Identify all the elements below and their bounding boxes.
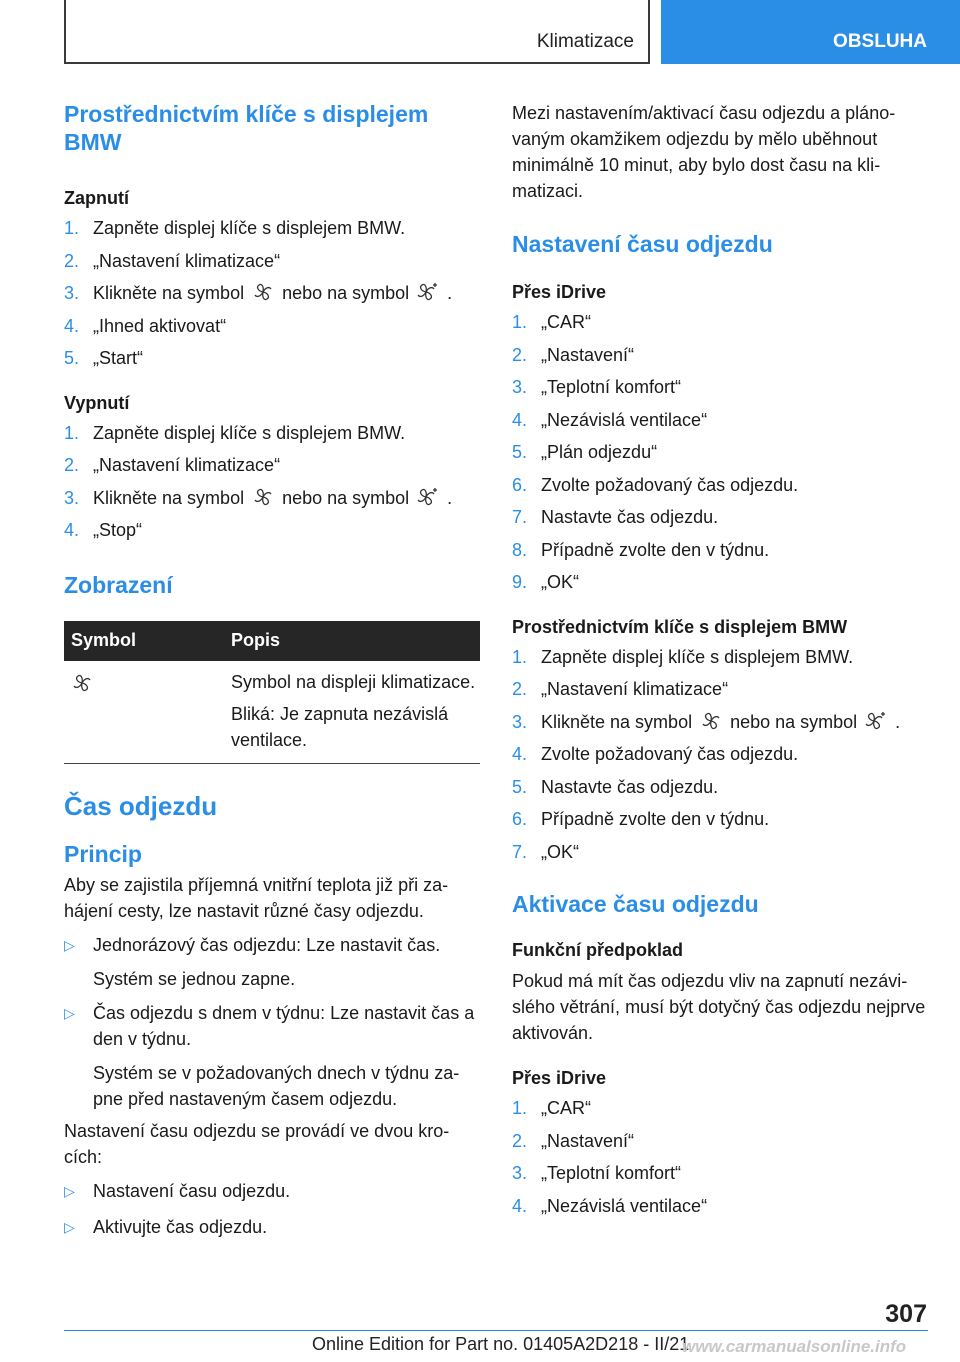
idrive-steps xyxy=(512,306,928,599)
prereq-subheading: Funkční předpoklad xyxy=(512,940,684,960)
list-item: 3. Klikněte na symbol nebo na symbol . xyxy=(64,482,481,515)
list-item: 5. „Plán odjezdu“ xyxy=(512,442,658,462)
list-item: 4. „Stop“ xyxy=(64,520,143,540)
section-tab-label: OBSLUHA xyxy=(833,31,927,52)
activate-heading: Aktivace času odjezdu xyxy=(512,891,759,917)
key-display-subheading: Prostřednictvím klíče s displejem BMW xyxy=(512,616,848,637)
table-cell-symbol xyxy=(64,661,224,764)
list-item: 4. Zvolte požadovaný čas odjezdu. xyxy=(512,744,799,764)
fan-timer-icon xyxy=(865,709,887,729)
footer-divider xyxy=(64,1330,928,1331)
header-box xyxy=(64,0,650,64)
list-item: 4. „Nezávislá ventilace“ xyxy=(512,409,708,430)
table-header-symbol: Symbol xyxy=(64,621,224,661)
list-item: 5. Nastavte čas odjezdu. xyxy=(512,776,719,797)
table-cell-desc xyxy=(224,661,480,764)
list-item: 4. „Ihned aktivovat“ xyxy=(64,315,227,336)
departure-heading: Čas odjezdu xyxy=(64,790,218,821)
intro-text: Mezi nastavením/aktivací času odjezdu a plánovaným okamžikem odjezdu by mělo uběhnout minimálně 10 minut, aby bylo dost času na klimatizaci. xyxy=(512,103,896,201)
idrive-subheading: Přes iDrive xyxy=(512,282,607,302)
idrive2-steps xyxy=(512,1092,928,1222)
section-tab[interactable] xyxy=(661,0,960,64)
list-item: ▷ Nastavení času odjezdu. xyxy=(64,1178,481,1204)
list-item: 3. Klikněte na symbol nebo na symbol . xyxy=(512,706,928,739)
list-item: 3. Klikněte na symbol nebo na symbol . xyxy=(64,277,481,310)
fan-icon xyxy=(700,709,722,729)
list-item: ▷ Aktivujte čas odjezdu. xyxy=(64,1214,481,1240)
setting-steps-list xyxy=(64,1178,481,1240)
list-item: 3. „Teplotní komfort“ xyxy=(512,1163,682,1183)
symbol-table xyxy=(64,621,480,764)
principle-heading: Princip xyxy=(64,840,142,867)
table-row xyxy=(64,661,480,764)
list-item: 2. „Nastavení klimatizace“ xyxy=(64,250,281,271)
list-item: 7. Nastavte čas odjezdu. xyxy=(512,507,719,527)
list-item: 1. Zapněte displej klíče s displejem BMW. xyxy=(64,218,406,238)
list-item: 3. „Teplotní komfort“ xyxy=(512,377,682,397)
display-heading: Zobrazení xyxy=(64,571,173,598)
list-item: 2. „Nastavení“ xyxy=(512,1130,635,1151)
fan-timer-icon xyxy=(417,485,439,505)
list-item: 6. Zvolte požadovaný čas odjezdu. xyxy=(512,474,799,495)
list-item: 1. „CAR“ xyxy=(512,312,591,332)
list-item: 7. „OK“ xyxy=(512,841,579,862)
fan-icon xyxy=(252,485,274,505)
triangle-bullet-icon: ▷ xyxy=(64,1218,75,1235)
list-item: 6. Případně zvolte den v týdnu. xyxy=(512,809,770,829)
list-item: 4. „Nezávislá ventilace“ xyxy=(512,1195,708,1216)
idrive2-subheading: Přes iDrive xyxy=(512,1068,607,1088)
list-item: 9. „OK“ xyxy=(512,572,579,592)
list-item: 2. „Nastavení“ xyxy=(512,344,635,365)
off-steps xyxy=(64,417,481,547)
list-item: 1. Zapněte displej klíče s displejem BMW. xyxy=(64,422,406,443)
key-steps xyxy=(512,641,928,869)
fan-icon xyxy=(71,673,93,693)
prereq-text: Pokud má mít čas odjezdu vliv na zapnutí nezávislého větrání, musí být dotyčný čas odjezdu nejprve aktivován. xyxy=(512,971,926,1043)
edition-text: Online Edition for Part no. 01405A2D218 - II/21 xyxy=(312,1334,690,1354)
list-item: 1. „CAR“ xyxy=(512,1098,591,1118)
on-subheading: Zapnutí xyxy=(64,188,129,208)
departure-types-list xyxy=(64,932,481,1112)
list-item: ▷ Čas odjezdu s dnem v týdnu: Lze nastavit čas a den v týdnu. Systém se v požadovaných dnech v týdnu zapne před nastaveným časem odjezdu. xyxy=(64,1000,481,1112)
off-subheading: Vypnutí xyxy=(64,392,130,413)
triangle-bullet-icon: ▷ xyxy=(64,1182,75,1199)
setting-text: Nastavení času odjezdu se provádí ve dvou krocích: xyxy=(64,1120,450,1167)
list-item: 1. Zapněte displej klíče s displejem BMW. xyxy=(512,646,854,667)
list-item: 8. Případně zvolte den v týdnu. xyxy=(512,539,770,560)
list-item: ▷ Jednorázový čas odjezdu: Lze nastavit čas. Systém se jednou zapne. xyxy=(64,932,481,992)
set-departure-heading: Nastavení času odjezdu xyxy=(512,231,773,257)
triangle-bullet-icon: ▷ xyxy=(64,936,75,953)
fan-icon xyxy=(252,280,274,300)
left-column xyxy=(64,100,481,1240)
list-item: 2. „Nastavení klimatizace“ xyxy=(512,679,729,699)
list-item: 2. „Nastavení klimatizace“ xyxy=(64,455,281,475)
desc-line-1: Symbol na displeji klimatizace. xyxy=(231,671,476,692)
on-steps xyxy=(64,212,481,375)
watermark-text: www.carmanualsonline.info xyxy=(682,1337,907,1356)
triangle-bullet-icon: ▷ xyxy=(64,1004,75,1021)
table-header-row xyxy=(64,621,480,661)
desc-line-2: Bliká: Je zapnuta nezávislá ventilace. xyxy=(231,703,449,750)
right-column xyxy=(512,100,928,1222)
chapter-title: Klimatizace xyxy=(536,31,634,52)
table-header-desc: Popis xyxy=(224,621,480,661)
fan-timer-icon xyxy=(417,280,439,300)
key-display-heading: Prostřednictvím klíče s displejem BMW xyxy=(64,101,429,155)
page-number: 307 xyxy=(885,1300,927,1328)
list-item: 5. „Start“ xyxy=(64,348,144,368)
principle-text: Aby se zajistila příjemná vnitřní teplota již při zahájení cesty, lze nastavit různé časy odjezdu. xyxy=(64,874,449,921)
